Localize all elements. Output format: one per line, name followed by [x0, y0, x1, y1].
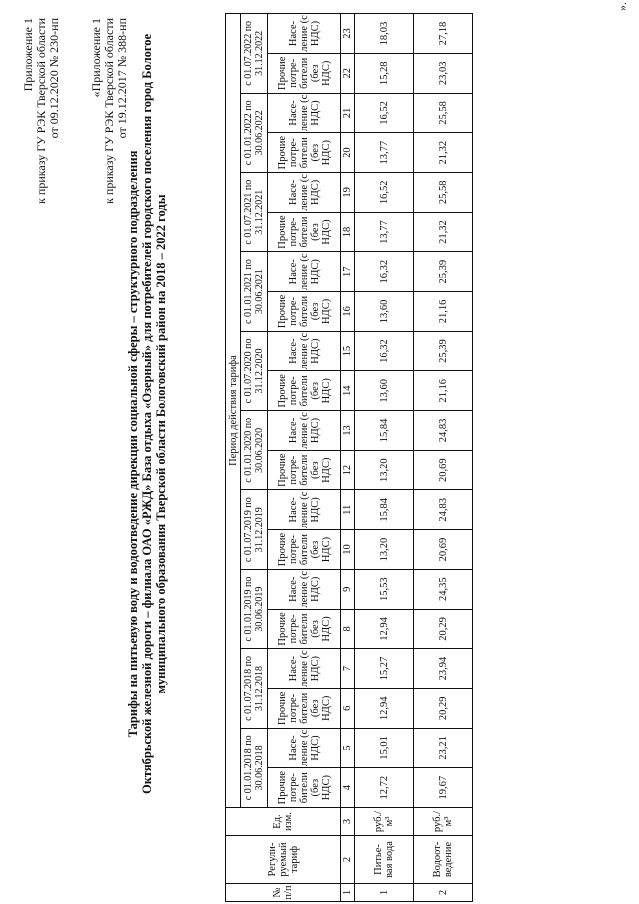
tariff-value-cell: 21,16: [414, 371, 473, 411]
tariff-value-cell: 21,16: [414, 292, 473, 332]
column-number: 15: [341, 331, 355, 371]
tariff-value-cell: 15,28: [355, 53, 414, 93]
tariff-value-cell: 15,53: [355, 569, 414, 609]
column-number: 23: [341, 14, 355, 54]
tariff-table: [225, 13, 473, 902]
appendix-order-date: от 09.12.2020 № 230-нп: [47, 18, 61, 139]
tariff-value-cell: 13,60: [355, 371, 414, 411]
column-number: 18: [341, 212, 355, 252]
subheader-other-consumers: Прочие потре-бители (без НДС): [268, 609, 341, 649]
tariff-value-cell: 20,29: [414, 609, 473, 649]
tariff-value-cell: 13,20: [355, 450, 414, 490]
subheader-population: Насе-ление (с НДС): [268, 728, 341, 768]
tariff-value-cell: 23,94: [414, 649, 473, 689]
tariff-value-cell: 15,01: [355, 728, 414, 768]
table-row: [414, 14, 473, 902]
column-number: 9: [341, 569, 355, 609]
subheader-population: Насе-ление (с НДС): [268, 649, 341, 689]
row-number: 2: [414, 884, 473, 902]
column-number: 6: [341, 688, 355, 728]
subheader-population: Насе-ление (с НДС): [268, 569, 341, 609]
appendix-label: «Приложение 1: [89, 18, 103, 98]
tariff-value-cell: 24,35: [414, 569, 473, 609]
column-number: 5: [341, 728, 355, 768]
subheader-other-consumers: Прочие потре-бители (без НДС): [268, 371, 341, 411]
column-number: 1: [341, 884, 355, 902]
tariff-value-cell: 18,03: [355, 14, 414, 54]
column-number: 14: [341, 371, 355, 411]
appendix-label: Приложение 1: [21, 18, 35, 92]
subheader-other-consumers: Прочие потре-бители (без НДС): [268, 450, 341, 490]
title-line: муниципального образования Тверской области Бологовский район на 2018 – 2022 годы: [154, 194, 168, 694]
column-number: 13: [341, 411, 355, 451]
tariff-value-cell: 25,58: [414, 173, 473, 213]
column-number: 7: [341, 649, 355, 689]
column-number: 22: [341, 53, 355, 93]
subheader-other-consumers: Прочие потре-бители (без НДС): [268, 53, 341, 93]
period-header: с 01.07.2020 по 31.12.2020: [241, 331, 268, 410]
tariff-value-cell: 23,03: [414, 53, 473, 93]
column-number: 16: [341, 292, 355, 332]
table-row: [355, 14, 414, 902]
tariff-value-cell: 13,77: [355, 133, 414, 173]
subheader-population: Насе-ление (с НДС): [268, 411, 341, 451]
tariff-value-cell: 15,84: [355, 411, 414, 451]
row-number: 1: [355, 884, 414, 902]
row-tariff-name: Питье-вая вода: [355, 836, 414, 884]
column-number: 10: [341, 530, 355, 570]
tariff-value-cell: 13,77: [355, 212, 414, 252]
column-number: 3: [341, 808, 355, 836]
tariff-value-cell: 27,18: [414, 14, 473, 54]
period-header: с 01.07.2018 по 31.12.2018: [241, 649, 268, 728]
tariff-value-cell: 15,84: [355, 490, 414, 530]
title-line: Тарифы на питьевую воду и водоотведение дирекции социальной сферы – структурного подразделения: [126, 150, 140, 738]
subheader-population: Насе-ление (с НДС): [268, 173, 341, 213]
tariff-value-cell: 21,32: [414, 133, 473, 173]
header-period: Период действия тарифа: [226, 14, 241, 808]
tariff-value-cell: 13,60: [355, 292, 414, 332]
column-number: 8: [341, 609, 355, 649]
subheader-population: Насе-ление (с НДС): [268, 93, 341, 133]
subheader-other-consumers: Прочие потре-бители (без НДС): [268, 133, 341, 173]
tariff-value-cell: 24,83: [414, 490, 473, 530]
tariff-value-cell: 16,52: [355, 93, 414, 133]
period-header: с 01.01.2020 по 30.06.2020: [241, 411, 268, 490]
tariff-value-cell: 12,94: [355, 688, 414, 728]
column-number: 12: [341, 450, 355, 490]
appendix-header-current: [22, 18, 61, 204]
appendix-order-ref: к приказу ГУ РЭК Тверской области: [102, 18, 116, 204]
tariff-value-cell: 20,29: [414, 688, 473, 728]
tariff-value-cell: 23,21: [414, 728, 473, 768]
period-header: с 01.07.2022 по 31.12.2022: [241, 14, 268, 94]
period-header: с 01.01.2022 по 30.06.2022: [241, 93, 268, 172]
subheader-other-consumers: Прочие потре-бители (без НДС): [268, 212, 341, 252]
appendix-header-original: [90, 18, 129, 204]
tariff-value-cell: 24,83: [414, 411, 473, 451]
subheader-other-consumers: Прочие потре-бители (без НДС): [268, 292, 341, 332]
subheader-population: Насе-ление (с НДС): [268, 14, 341, 54]
period-header: с 01.01.2018 по 30.06.2018: [241, 728, 268, 807]
period-header: с 01.01.2021 по 30.06.2021: [241, 252, 268, 331]
column-number: 11: [341, 490, 355, 530]
tariff-value-cell: 15,27: [355, 649, 414, 689]
row-unit: руб./м³: [414, 808, 473, 836]
tariff-value-cell: 25,58: [414, 93, 473, 133]
tariff-value-cell: 21,32: [414, 212, 473, 252]
column-number: 17: [341, 252, 355, 292]
tariff-value-cell: 12,94: [355, 609, 414, 649]
column-number: 20: [341, 133, 355, 173]
tariff-value-cell: 16,52: [355, 173, 414, 213]
period-header: с 01.01.2019 по 30.06.2019: [241, 569, 268, 648]
tariff-value-cell: 20,69: [414, 450, 473, 490]
closing-quote-mark: ».: [615, 2, 629, 11]
tariff-value-cell: 13,20: [355, 530, 414, 570]
tariff-value-cell: 16,32: [355, 252, 414, 292]
subheader-population: Насе-ление (с НДС): [268, 490, 341, 530]
subheader-other-consumers: Прочие потре-бители (без НДС): [268, 768, 341, 808]
column-number: 4: [341, 768, 355, 808]
period-header: с 01.07.2021 по 31.12.2021: [241, 173, 268, 252]
tariff-value-cell: 20,69: [414, 530, 473, 570]
document-title: [126, 33, 168, 794]
tariff-value-cell: 19,67: [414, 768, 473, 808]
tariff-value-cell: 25,39: [414, 331, 473, 371]
row-tariff-name: Водоот-ведение: [414, 836, 473, 884]
header-unit-col: Ед. изм.: [226, 808, 341, 836]
subheader-other-consumers: Прочие потре-бители (без НДС): [268, 688, 341, 728]
appendix-order-ref: к приказу ГУ РЭК Тверской области: [34, 18, 48, 204]
column-number: 2: [341, 836, 355, 884]
subheader-population: Насе-ление (с НДС): [268, 252, 341, 292]
tariff-value-cell: 25,39: [414, 252, 473, 292]
column-number: 21: [341, 93, 355, 133]
period-header: с 01.07.2019 по 31.12.2019: [241, 490, 268, 569]
tariff-value-cell: 12,72: [355, 768, 414, 808]
header-number-col: № п/п: [226, 884, 341, 902]
subheader-population: Насе-ление (с НДС): [268, 331, 341, 371]
subheader-other-consumers: Прочие потре-бители (без НДС): [268, 530, 341, 570]
appendix-order-date: от 19.12.2017 № 388-нп: [115, 18, 129, 139]
row-unit: руб./м³: [355, 808, 414, 836]
header-tariff-col: Регули-руемый тариф: [226, 836, 341, 884]
title-line: Октябрьской железной дороги – филиала ОАО «РЖД» База отдыха «Озерный» для потребителей городского поселения город Бологое: [140, 33, 154, 794]
tariff-value-cell: 16,32: [355, 331, 414, 371]
column-number: 19: [341, 173, 355, 213]
